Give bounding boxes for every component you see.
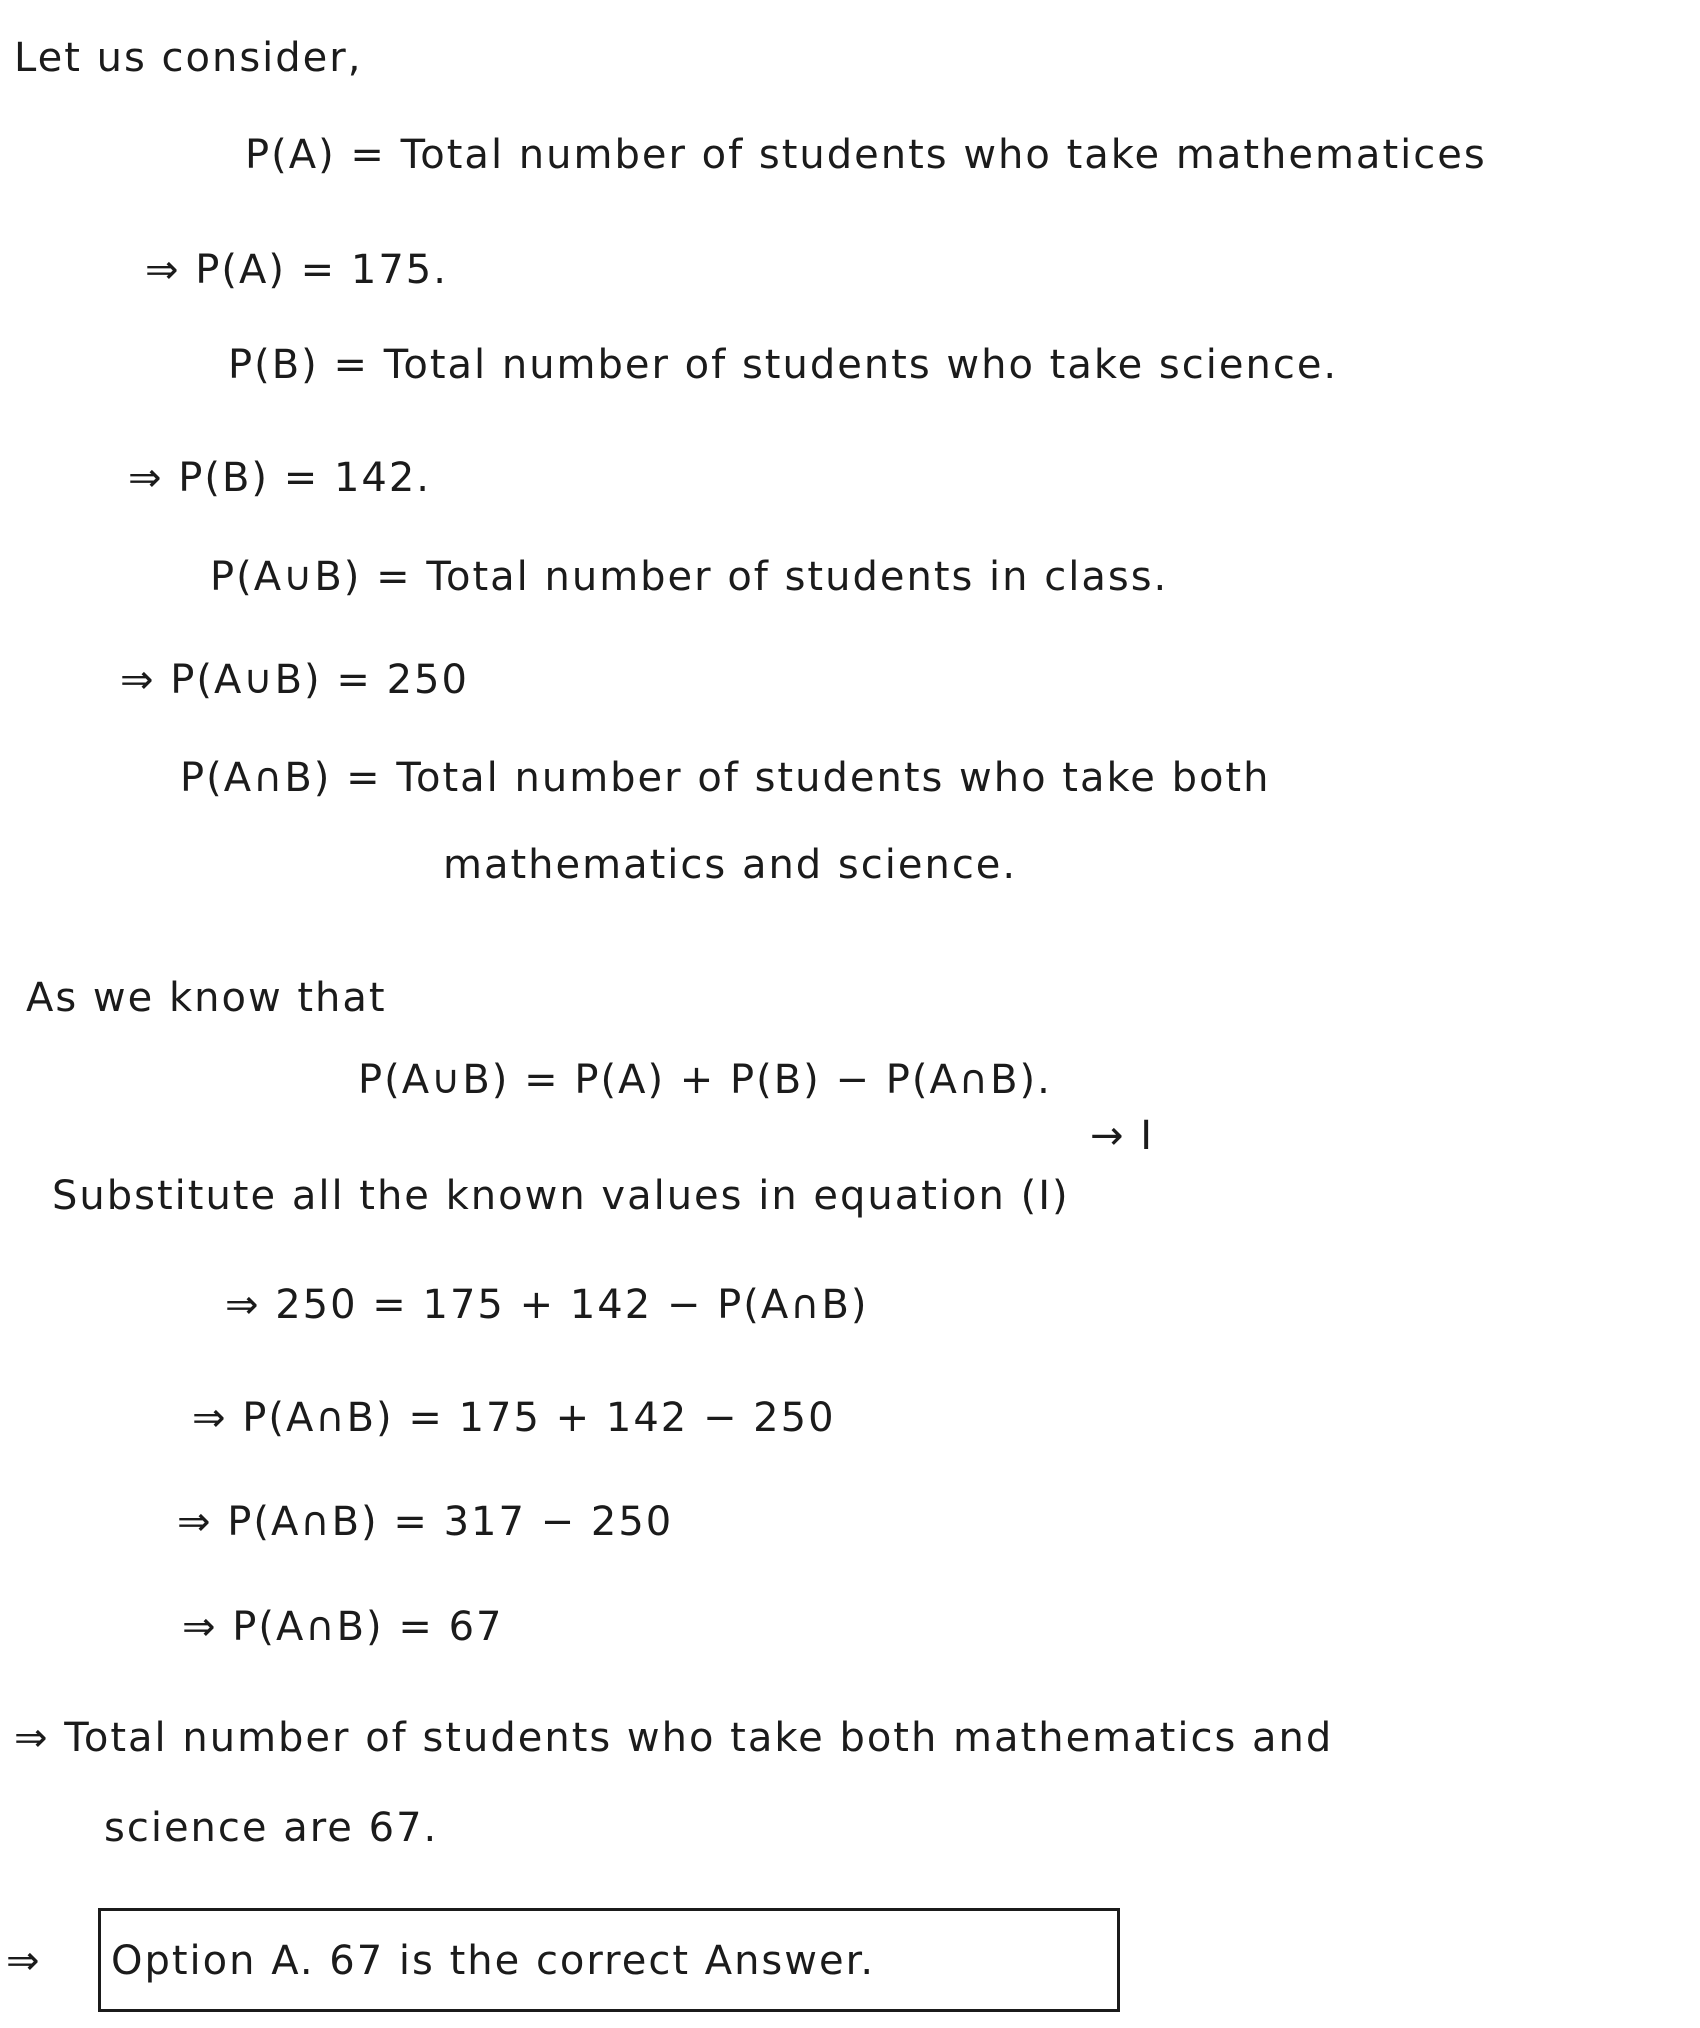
definition-pa-union-b: P(A∪B) = Total number of students in class. xyxy=(210,554,1169,600)
value-pa-union-b: ⇒ P(A∪B) = 250 xyxy=(120,657,469,703)
value-pb: ⇒ P(B) = 142. xyxy=(128,455,432,501)
substitute-line: Substitute all the known values in equation (I) xyxy=(52,1173,1070,1219)
answer-text: Option A. 67 is the correct Answer. xyxy=(111,1938,876,1984)
definition-pb: P(B) = Total number of students who take science. xyxy=(228,342,1339,388)
intro-line: Let us consider, xyxy=(14,35,363,81)
step-3: ⇒ P(A∩B) = 317 − 250 xyxy=(177,1499,674,1545)
definition-pa-intersect-b: P(A∩B) = Total number of students who take both xyxy=(180,755,1271,801)
union-formula: P(A∪B) = P(A) + P(B) − P(A∩B). xyxy=(358,1057,1052,1103)
conclusion-line-cont: science are 67. xyxy=(104,1805,439,1851)
step-1: ⇒ 250 = 175 + 142 − P(A∩B) xyxy=(225,1282,869,1328)
value-pa: ⇒ P(A) = 175. xyxy=(145,247,448,293)
conclusion-line: ⇒ Total number of students who take both mathematics and xyxy=(14,1715,1334,1761)
answer-box xyxy=(98,1908,1120,2012)
equation-label: → I xyxy=(1090,1113,1155,1159)
step-4: ⇒ P(A∩B) = 67 xyxy=(182,1604,504,1650)
answer-arrow: ⇒ xyxy=(6,1938,40,1984)
definition-pa-intersect-b-cont: mathematics and science. xyxy=(443,842,1018,888)
definition-pa: P(A) = Total number of students who take mathematices xyxy=(245,132,1487,178)
known-formula-intro: As we know that xyxy=(26,975,387,1021)
step-2: ⇒ P(A∩B) = 175 + 142 − 250 xyxy=(192,1395,836,1441)
